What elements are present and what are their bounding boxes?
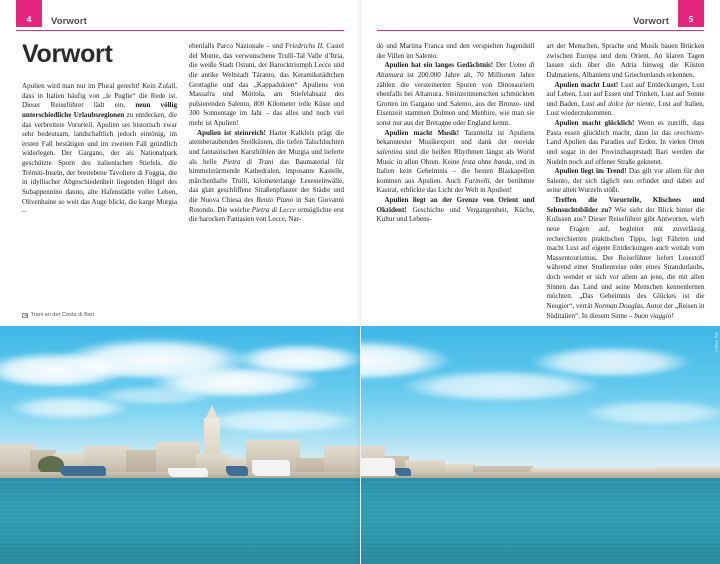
- photo-caption-text: Trani an der Costa di Bari: [30, 312, 95, 318]
- paragraph: ebenfalls Parco Nazionale – und Friedrichs II. Castel del Monte, das verwunschene Trulli-Tal Valle d’Itria, die weiße Stadt Ostuni, der Barocktriumph Lecce und die antike Weltstadt Táranto, das Keramikstädtchen Grottaglie und das „Kappadokien“ Apuliens von Massafra und Móttola, am Stiefelabsatz des pulsierenden Salento, 800 Kilometer tolle Küste und 300 Sonnentage im Jahr – das alles und noch viel mehr ist Apulien!: [189, 42, 344, 127]
- page-number-right: 5: [678, 0, 704, 27]
- running-head-title-right: Vorwort: [633, 16, 669, 27]
- page-title: Vorwort: [22, 40, 113, 68]
- running-head-rule-right: [377, 30, 705, 31]
- photo-image-right: [361, 326, 720, 564]
- photo-image: [0, 326, 360, 564]
- photo-trani-right-half: [361, 326, 720, 564]
- photo-boat: [60, 466, 106, 476]
- paragraph: Treffen die Vorurteile, Klischees und Sehnsuchtsbilder zu? Wie sieht der Blick hinter die Kulissen aus? Dieser Reiseführer gibt Antworten, wirft neue Fragen auf, begleitet mit zuverlässig recherchierten praktischen Tipps, legt Fährten und macht Lust auf eigene Entdeckungen auch weitab vom Massentourismus. Der Reiseführer liefert Lesestoff während einer Studienreise oder eines Strandurlaubs, doch wendet er sich vor allem an jene, die mit allen Sinnen das Land und seine Menschen kennenlernen möchten. „Das Geheimnis des Glückes ist die Neugier“, verrät Norman Douglas, Autor der „Reisen in Süditalien“. In diesem Sinne – buon viaggio!: [546, 196, 705, 320]
- column-2: [189, 42, 344, 225]
- page-number-left: 4: [16, 0, 42, 27]
- paragraph: Apulien macht Musik! Tarantella ist Apuliens bekanntester Musikexport und dank der movida salentina sind die heißen Rhythmen längst als World Music in allen Ohren. Keine festa ohne banda, und in Italien kein Geheimnis – die besten Blaskapellen kommen aus Apulien. Auch Farinelli, der berühmte Kastrat, erblickte das Licht der Welt in Apulien!: [376, 128, 535, 195]
- paragraph: Apulien macht glücklich! Wenn es zutrifft, dass Pasta essen glücklich macht, dann ist das orechiette-Land Apulien das Paradies auf Erden. In vielen Orten und sogar in der Provinzhauptstadt Bari werden die Nudeln noch auf offener Straße geknetet.: [546, 119, 705, 166]
- photo-boat: [252, 460, 290, 476]
- paragraph: Apulien ist steinreich! Harter Kalkfels prägt die atemberaubenden Steilküsten, die tiefen Talschluchten und fantastischen Karsthöhlen der Murgia und lieferte als helle Pietra di Trani das Baumaterial für himmelstürmende Kathedralen, imposante Kastelle, märchenhafte Trulli, kilometerlange Lesesteinwälle, das glatt geschliffene Straßenpflaster der Städte und die Nuova Chiesa des Renzo Piano in San Giovanni Rotondo. Die weiche Pietra di Lecce ermöglichte erst die barocken Fantasien von Lecce, Nar-: [189, 128, 344, 224]
- running-head-right: [361, 0, 720, 31]
- paragraph: Apulien liegt im Trend! Das gilt vor allem für den Salento, der sich täglich neu erfindet und dabei auf seine alten Wurzeln stößt.: [546, 167, 705, 195]
- column-1: [22, 42, 177, 225]
- photo-boat: [361, 458, 395, 476]
- paragraph: dò und Martina Franca und den verspielten Jugendstil der Villen im Salento.: [376, 42, 535, 60]
- paragraph: Apulien liegt an der Grenze von Orient und Okzident! Geschichte und Vergangenheit, Küche, Kultur und Lebens-: [376, 196, 535, 224]
- photo-credit: akg-images: [714, 332, 719, 353]
- running-head-rule-left: [16, 30, 344, 31]
- paragraph: Apulien wird man nur im Plural gerecht! Kein Zufall, dass in Italien häufig von „le Puglie“ die Rede ist. Dieser Reiseführer lädt ein, neun völlig unterschiedliche Urlaubsregionen zu entdecken, die das verbreitete Vorurteil, Apulien sei historisch zwar sehr bedeutsam, landschaftlich jedoch eintönig, im ersten Fall bestätigen und im zweiten Fall gründlich widerlegen. Der Gargano, der als Nationalpark geschützte Sporn des italienischen Stiefels, die Trémiti-Inseln, der brettebene Tavoliere di Foggia, die in idyllischer Abgeschiedenheit liegenden Hügel des Subappennino dauno, alte Hafenstädte voller Leben, Olivenhaine so weit das Auge blickt, die karge Murgia –: [22, 82, 178, 216]
- photo-boat: [168, 468, 208, 477]
- paragraph: Apulien macht Lust! Lust auf Entdeckungen, Lust auf Leben, Lust auf Essen und Trinken, Lust auf Sonne und Baden, Lust auf dolce far niente, Lust auf Italien, Lust wiederzukommen.: [546, 80, 705, 118]
- photo-water: [0, 478, 360, 564]
- paragraph: art der Menschen, Sprache und Musik bauen Brücken zwischen Europa und dem Orient. An klaren Tagen lassen sich über die Adria hinweg die Küsten Dalmatiens, Albaniens und Griechenlands erkennen.: [546, 42, 705, 79]
- paragraph: Apulien hat ein langes Gedächtnis! Der Uomo di Altamura ist 200.000 Jahre alt, 70 Millionen Jahre zählen die versteinerten Spuren von Dinosauriern ebenfalls bei Altamura. Steinzeitmenschen schmückten Grotten im Gargano und Salento, aus der Bronze- und Eisenzeit stammen Dolmen und Menhire, wie man sie sonst nur aus der Bretagne oder England kennt.: [376, 61, 535, 127]
- running-head-left: [0, 0, 360, 31]
- photo-boat: [226, 466, 248, 476]
- photo-caption: [22, 312, 94, 318]
- photo-icon: [22, 313, 28, 318]
- text-columns-left: [22, 42, 344, 225]
- photo-water-right: [361, 478, 720, 564]
- running-head-title-left: Vorwort: [51, 16, 87, 27]
- text-columns-right: [377, 42, 705, 354]
- column-4: [547, 42, 705, 354]
- photo-boat: [395, 468, 411, 476]
- page-right: [361, 0, 720, 564]
- photo-trani: [0, 326, 360, 564]
- column-3: [377, 42, 535, 354]
